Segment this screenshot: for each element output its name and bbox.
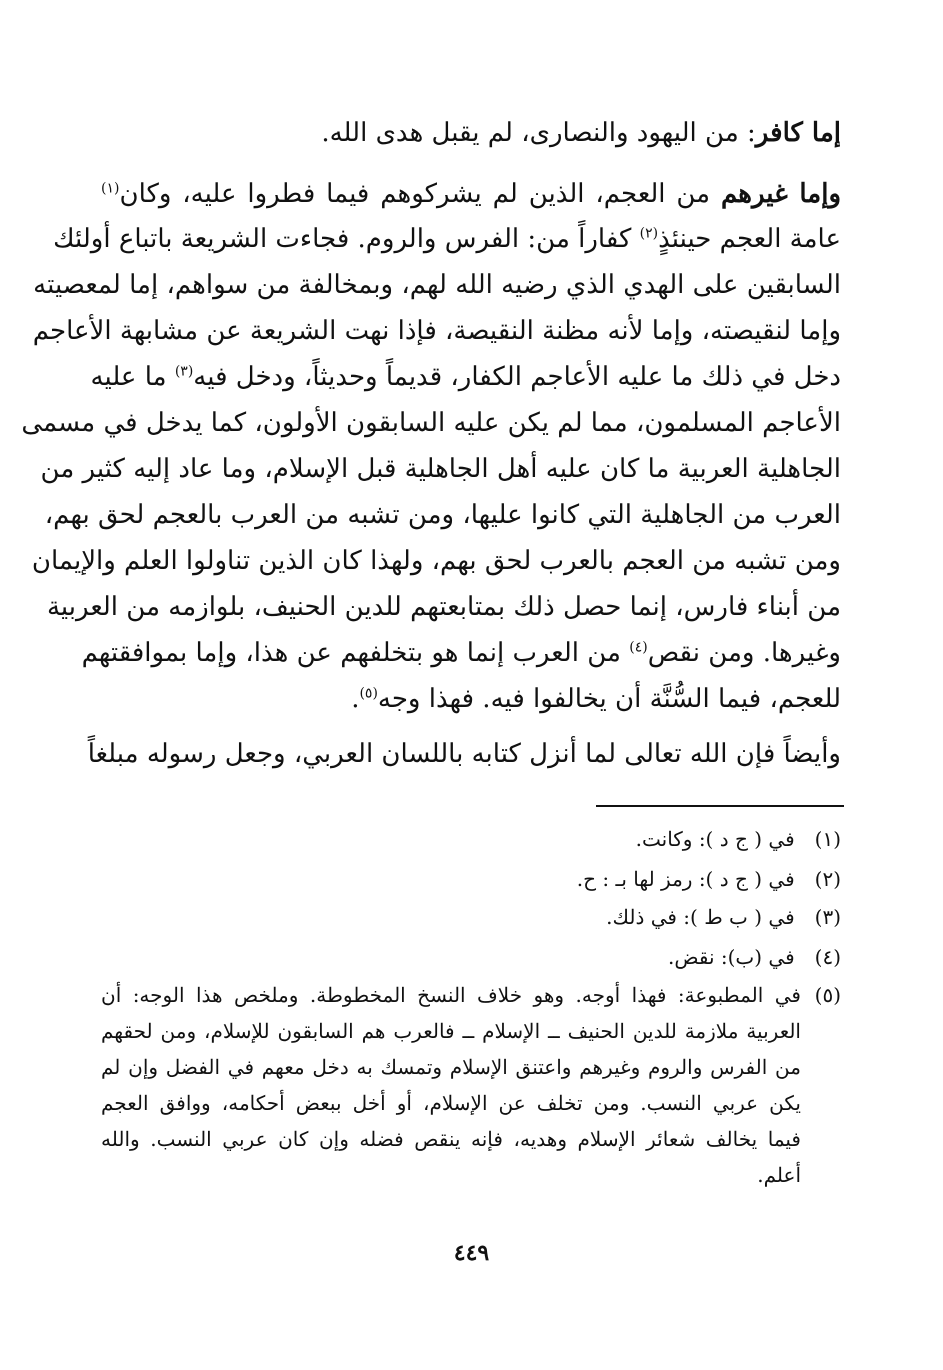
footnote-ref-4: (٤) <box>629 639 648 656</box>
paragraph-2-line-10: من أبناء فارس، إنما حصل ذلك بمتابعتهم للدين الحنيف، بلوازمه من العربية <box>46 592 841 622</box>
paragraph-2-line-5 <box>90 355 841 399</box>
footnote-separator <box>596 805 844 807</box>
footnote-5-line: أعلم. <box>757 1163 801 1187</box>
paragraph-2-line-6: الأعاجم المسلمون، مما لم يكن عليه السابقون الأولون، كما يدخل في مسمى <box>21 408 841 438</box>
paragraph-2-line-4: وإما لنقيصته، وإما لأنه مظنة النقيصة، فإذا نهت الشريعة عن مشابهة الأعاجم <box>32 316 841 346</box>
paragraph-1-line-1 <box>101 111 841 155</box>
footnote-number: (٥) <box>814 983 841 1007</box>
paragraph-2-line-3: السابقين على الهدي الذي رضيه الله لهم، وبمخالفة من سواهم، إما لمعصيته <box>33 270 841 300</box>
footnote-ref-3: (٣) <box>174 363 194 380</box>
footnote-5 <box>101 978 841 1208</box>
footnote-5-line: يكن عربي النسب. ومن تخلف عن الإسلام، أو أخل ببعض أحكامه، ووافق العجم <box>101 1091 801 1115</box>
paragraph-2-line-1 <box>101 172 841 216</box>
footnote-ref-1: (١) <box>101 180 120 197</box>
paragraph-2-line-11 <box>81 631 841 675</box>
paragraph-1-text: : من اليهود والنصارى، لم يقبل هدى الله. <box>321 118 756 148</box>
paragraph-2-line-2 <box>53 217 841 261</box>
footnote-text: في ( ج د ): رمز لها بـ : ح. <box>576 867 795 891</box>
paragraph-2-line-9: ومن تشبه من العجم بالعرب لحق بهم، ولهذا كان الذين تناولوا العلم والإيمان <box>31 546 841 576</box>
paragraph-2-text: وغيرها. ومن نقص <box>647 638 841 668</box>
paragraph-2-text: للعجم، فيما السُّنَّة أن يخالفوا فيه. فهذا وجه <box>377 684 841 714</box>
footnote-text: في (ب): نقض. <box>667 945 795 969</box>
footnote-number: (٤) <box>814 945 841 969</box>
footnote-ref-5: (٥) <box>359 685 378 702</box>
paragraph-3-line-1: وأيضاً فإن الله تعالى لما أنزل كتابه باللسان العربي، وجعل رسوله مبلغاً <box>87 739 841 769</box>
paragraph-2-text: عامة العجم حينئذٍ <box>658 224 841 254</box>
footnote-2 <box>101 862 841 896</box>
paragraph-2-text: . <box>351 684 360 714</box>
paragraph-1-lead: إما كافر <box>755 118 841 148</box>
footnote-5-line: فيما يخالف شعائر الإسلام وهديه، فإنه ينقص فضله وإن كان عربي النسب. والله <box>101 1127 801 1151</box>
footnote-5-line: العربية ملازمة للدين الحنيف ــ الإسلام ــ فالعرب هم السابقون للإسلام، ومن لحقهم <box>101 1019 801 1043</box>
paragraph-2-line-12 <box>101 677 841 721</box>
footnote-4 <box>101 940 841 974</box>
footnote-number: (٢) <box>814 867 841 891</box>
paragraph-2-text: ما عليه <box>90 362 167 392</box>
paragraph-2-line-8: العرب من الجاهلية التي كانوا عليها، ومن تشبه من العرب بالعجم لحق بهم، <box>44 500 841 530</box>
footnote-text: في ( ج د ): وكانت. <box>635 827 795 851</box>
footnote-5-line: في المطبوعة: فهذا أوجه. وهو خلاف النسخ المخطوطة. وملخص هذا الوجه: أن <box>101 983 801 1007</box>
paragraph-2-text: من العجم، الذين لم يشركوهم فيما فطروا عليه، وكان <box>119 179 711 209</box>
footnote-text: في ( ب ط ): في ذلك. <box>606 905 795 929</box>
paragraph-2-lead: وإما غيرهم <box>720 179 841 209</box>
footnote-1 <box>101 822 841 856</box>
paragraph-2-text: كفاراً من: الفرس والروم. فجاءت الشريعة باتباع أولئك <box>53 224 632 254</box>
footnote-number: (١) <box>814 827 841 851</box>
footnote-number: (٣) <box>814 905 841 929</box>
footnote-ref-2: (٢) <box>639 225 659 242</box>
paragraph-2-line-7: الجاهلية العربية ما كان عليه أهل الجاهلية قبل الإسلام، وما عاد إليه كثير من <box>40 454 841 484</box>
page-number: ٤٤٩ <box>453 1240 490 1266</box>
paragraph-2-text: دخل في ذلك ما عليه الأعاجم الكفار، قديماً وحديثاً، ودخل فيه <box>193 362 841 392</box>
paragraph-2-text: من العرب إنما هو بتخلفهم عن هذا، وإما بموافقتهم <box>81 638 621 668</box>
footnote-5-line: من الفرس والروم وغيرهم واعتنق الإسلام وتمسك به دخل معهم في الفضل وإن لم <box>101 1055 801 1079</box>
footnote-3 <box>101 900 841 934</box>
